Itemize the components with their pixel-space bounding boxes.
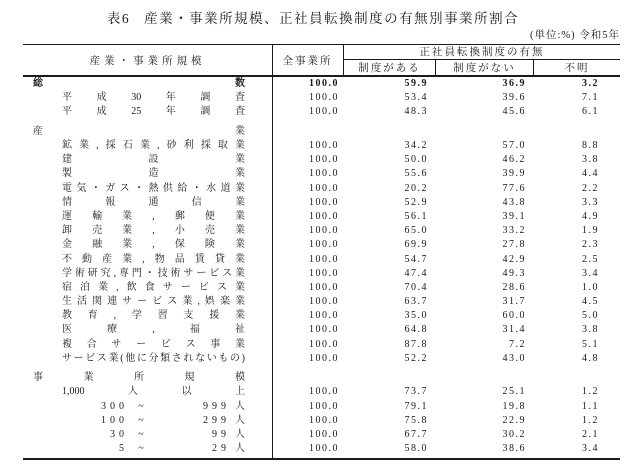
table-row bbox=[23, 267, 620, 281]
row-label-cell bbox=[23, 153, 272, 167]
cell-all-establishments: 100.0 bbox=[309, 338, 339, 350]
unit-note: (単位:%) 令和5年 bbox=[529, 30, 620, 41]
cell-has-system: 87.8 bbox=[404, 338, 428, 350]
cell-unknown: 4.9 bbox=[582, 210, 599, 222]
row-label-cell bbox=[23, 338, 272, 352]
cell-has-system: 54.7 bbox=[404, 253, 428, 265]
cell-has-system: 67.7 bbox=[404, 428, 428, 440]
cell-no-system: 31.4 bbox=[502, 324, 526, 336]
cell-all-establishments: 100.0 bbox=[309, 225, 339, 237]
range-tilde: ~ bbox=[138, 428, 144, 440]
row-label-cell bbox=[23, 352, 272, 366]
row-label: 生活関連サービス業,娯楽業 bbox=[62, 296, 245, 308]
cell-no-system: 60.0 bbox=[502, 310, 526, 322]
cell-has-system: 73.7 bbox=[404, 386, 428, 398]
range-suffix: 人 bbox=[235, 414, 245, 426]
row-label-cell bbox=[23, 414, 272, 428]
cell-has-system: 34.2 bbox=[404, 140, 428, 152]
row-label-cell bbox=[23, 295, 272, 309]
row-label-cell bbox=[23, 139, 272, 153]
cell-unknown: 5.1 bbox=[582, 338, 599, 350]
cell-unknown: 1.2 bbox=[582, 414, 599, 426]
cell-unknown: 2.5 bbox=[582, 253, 599, 265]
table-row bbox=[23, 182, 620, 196]
cell-has-system: 52.9 bbox=[404, 196, 428, 208]
cell-has-system: 79.1 bbox=[404, 400, 428, 412]
row-label-cell bbox=[23, 238, 272, 252]
cell-no-system: 25.1 bbox=[502, 386, 526, 398]
cell-no-system: 42.9 bbox=[502, 253, 526, 265]
cell-no-system: 19.8 bbox=[502, 400, 526, 412]
header-no-system: 制度がない bbox=[435, 60, 533, 75]
row-label-cell bbox=[23, 385, 272, 399]
row-label-cell bbox=[23, 196, 272, 210]
table-row bbox=[23, 167, 620, 181]
table-row bbox=[23, 252, 620, 266]
cell-has-system: 50.0 bbox=[404, 154, 428, 166]
table-row bbox=[23, 428, 620, 442]
cell-unknown: 4.5 bbox=[582, 296, 599, 308]
header-category: 産業・事業所規模 bbox=[89, 55, 206, 67]
table-row bbox=[23, 442, 620, 456]
table-row bbox=[23, 281, 620, 295]
cell-all-establishments: 100.0 bbox=[309, 414, 339, 426]
table-row bbox=[23, 105, 620, 119]
row-label: 運輸業,郵便業 bbox=[62, 210, 245, 222]
row-label: 医療,福祉 bbox=[62, 324, 245, 336]
row-label: 事業所規模 bbox=[33, 372, 245, 384]
row-label: 宿泊業,飲食サービス業 bbox=[62, 281, 245, 293]
row-label: 1,000人以上 bbox=[62, 386, 245, 398]
row-label: 複合サービス事業 bbox=[62, 338, 245, 350]
range-tilde: ~ bbox=[138, 443, 144, 455]
cell-has-system: 63.7 bbox=[404, 296, 428, 308]
cell-no-system: 39.9 bbox=[502, 168, 526, 180]
table-row bbox=[23, 385, 620, 399]
cell-all-establishments: 100.0 bbox=[309, 196, 339, 208]
cell-unknown: 1.1 bbox=[582, 400, 599, 412]
row-label-cell bbox=[23, 253, 272, 267]
table-row bbox=[23, 400, 620, 414]
row-label-cell bbox=[23, 428, 272, 442]
row-label-range bbox=[62, 400, 245, 414]
cell-all-establishments: 100.0 bbox=[309, 253, 339, 265]
cell-unknown: 1.2 bbox=[582, 386, 599, 398]
cell-has-system: 75.8 bbox=[404, 414, 428, 426]
cell-no-system: 43.0 bbox=[502, 352, 526, 364]
cell-no-system: 30.2 bbox=[502, 428, 526, 440]
range-from: 300 bbox=[101, 400, 128, 412]
cell-all-establishments: 100.0 bbox=[309, 352, 339, 364]
table-row bbox=[23, 309, 620, 323]
row-label-cell bbox=[23, 105, 272, 119]
cell-all-establishments: 100.0 bbox=[309, 92, 339, 104]
row-label-cell bbox=[23, 77, 272, 91]
header-has-system: 制度がある bbox=[343, 60, 435, 75]
table-row bbox=[23, 352, 620, 366]
cell-unknown: 3.8 bbox=[582, 154, 599, 166]
range-to: 99 bbox=[212, 428, 230, 440]
cell-all-establishments: 100.0 bbox=[309, 386, 339, 398]
row-label: 建設業 bbox=[62, 154, 245, 166]
row-label-cell bbox=[23, 182, 272, 196]
row-label: 学術研究,専門・技術サービス業 bbox=[62, 267, 245, 279]
cell-all-establishments: 100.0 bbox=[309, 281, 339, 293]
cell-has-system: 58.0 bbox=[404, 443, 428, 455]
statistics-table bbox=[23, 44, 620, 460]
cell-unknown: 3.8 bbox=[582, 324, 599, 336]
cell-has-system: 56.1 bbox=[404, 210, 428, 222]
cell-all-establishments: 100.0 bbox=[309, 310, 339, 322]
cell-all-establishments: 100.0 bbox=[309, 239, 339, 251]
cell-no-system: 36.9 bbox=[502, 78, 526, 90]
row-label: 不動産業,物品賃貸業 bbox=[62, 253, 245, 265]
cell-unknown: 4.8 bbox=[582, 352, 599, 364]
range-from: 5 bbox=[119, 443, 128, 455]
cell-has-system: 48.3 bbox=[404, 106, 428, 118]
cell-all-establishments: 100.0 bbox=[309, 168, 339, 180]
row-label: 教育,学習支援業 bbox=[62, 310, 245, 322]
cell-unknown: 1.0 bbox=[582, 281, 599, 293]
row-label-cell bbox=[23, 371, 272, 385]
cell-unknown: 5.0 bbox=[582, 310, 599, 322]
header-subcolumns bbox=[343, 60, 620, 75]
cell-all-establishments: 100.0 bbox=[309, 324, 339, 336]
table-row bbox=[23, 323, 620, 337]
cell-no-system: 22.9 bbox=[502, 414, 526, 426]
range-tilde: ~ bbox=[138, 414, 144, 426]
row-label-cell bbox=[23, 323, 272, 337]
table-row bbox=[23, 196, 620, 210]
cell-all-establishments: 100.0 bbox=[309, 78, 339, 90]
row-label: 平成25年調査 bbox=[62, 106, 245, 118]
range-from: 100 bbox=[101, 414, 128, 426]
range-suffix: 人 bbox=[235, 428, 245, 440]
row-label: 情報通信業 bbox=[62, 196, 245, 208]
table-row bbox=[23, 338, 620, 352]
header-group-title: 正社員転換制度の有無 bbox=[343, 45, 620, 60]
row-label-cell bbox=[23, 442, 272, 456]
cell-all-establishments: 100.0 bbox=[309, 182, 339, 194]
row-label-range bbox=[62, 428, 245, 442]
cell-no-system: 28.6 bbox=[502, 281, 526, 293]
table-row bbox=[23, 224, 620, 238]
row-label: 卸売業,小売業 bbox=[62, 225, 245, 237]
cell-unknown: 3.2 bbox=[582, 78, 599, 90]
cell-all-establishments: 100.0 bbox=[309, 296, 339, 308]
header-all-establishments: 全事業所 bbox=[282, 55, 333, 67]
cell-no-system: 38.6 bbox=[502, 443, 526, 455]
cell-no-system: 49.3 bbox=[502, 267, 526, 279]
range-to: 29 bbox=[212, 443, 230, 455]
row-label-cell bbox=[23, 267, 272, 281]
cell-no-system: 46.2 bbox=[502, 154, 526, 166]
table-row bbox=[23, 139, 620, 153]
cell-has-system: 59.9 bbox=[404, 78, 428, 90]
cell-no-system: 39.6 bbox=[502, 92, 526, 104]
cell-all-establishments: 100.0 bbox=[309, 428, 339, 440]
row-label-range bbox=[62, 442, 245, 456]
cell-no-system: 39.1 bbox=[502, 210, 526, 222]
cell-all-establishments: 100.0 bbox=[309, 140, 339, 152]
table-number: 表6 bbox=[106, 11, 131, 26]
header-unknown: 不明 bbox=[533, 60, 620, 75]
row-label-range bbox=[62, 414, 245, 428]
table-row bbox=[23, 153, 620, 167]
cell-unknown: 2.1 bbox=[582, 428, 599, 440]
cell-all-establishments: 100.0 bbox=[309, 106, 339, 118]
cell-unknown: 3.3 bbox=[582, 196, 599, 208]
row-label-cell bbox=[23, 125, 272, 139]
row-label: 平成30年調査 bbox=[62, 92, 245, 104]
cell-all-establishments: 100.0 bbox=[309, 210, 339, 222]
cell-has-system: 64.8 bbox=[404, 324, 428, 336]
section-row bbox=[23, 125, 620, 139]
cell-has-system: 70.4 bbox=[404, 281, 428, 293]
range-from: 30 bbox=[110, 428, 128, 440]
row-label: 産業 bbox=[33, 125, 245, 137]
cell-unknown: 2.2 bbox=[582, 182, 599, 194]
cell-no-system: 33.2 bbox=[502, 225, 526, 237]
row-label-cell bbox=[23, 224, 272, 238]
cell-unknown: 8.8 bbox=[582, 140, 599, 152]
cell-has-system: 52.2 bbox=[404, 352, 428, 364]
cell-unknown: 2.3 bbox=[582, 239, 599, 251]
cell-unknown: 3.4 bbox=[582, 267, 599, 279]
range-tilde: ~ bbox=[138, 400, 144, 412]
range-to: 299 bbox=[203, 414, 230, 426]
cell-no-system: 77.6 bbox=[502, 182, 526, 194]
cell-has-system: 53.4 bbox=[404, 92, 428, 104]
cell-has-system: 69.9 bbox=[404, 239, 428, 251]
cell-no-system: 43.8 bbox=[502, 196, 526, 208]
table-title bbox=[0, 7, 626, 27]
table-row bbox=[23, 77, 620, 91]
table-row bbox=[23, 414, 620, 428]
table-body bbox=[23, 77, 620, 456]
row-label: 金融業,保険業 bbox=[62, 239, 245, 251]
row-label-cell bbox=[23, 167, 272, 181]
table-row bbox=[23, 295, 620, 309]
row-label-cell bbox=[23, 400, 272, 414]
cell-all-establishments: 100.0 bbox=[309, 267, 339, 279]
cell-has-system: 65.0 bbox=[404, 225, 428, 237]
row-label-cell bbox=[23, 210, 272, 224]
table-header bbox=[23, 45, 620, 77]
row-label-cell bbox=[23, 281, 272, 295]
cell-no-system: 45.6 bbox=[502, 106, 526, 118]
cell-all-establishments: 100.0 bbox=[309, 154, 339, 166]
table-row bbox=[23, 210, 620, 224]
cell-has-system: 55.6 bbox=[404, 168, 428, 180]
section-row bbox=[23, 371, 620, 385]
row-label: サービス業(他に分類されないもの) bbox=[62, 352, 245, 364]
cell-has-system: 20.2 bbox=[404, 182, 428, 194]
cell-no-system: 31.7 bbox=[502, 296, 526, 308]
table-row bbox=[23, 238, 620, 252]
row-label: 鉱業,採石業,砂利採取業 bbox=[62, 140, 245, 152]
table-title-text: 産業・事業所規模、正社員転換制度の有無別事業所割合 bbox=[144, 11, 520, 26]
table-row bbox=[23, 91, 620, 105]
cell-no-system: 27.8 bbox=[502, 239, 526, 251]
cell-all-establishments: 100.0 bbox=[309, 443, 339, 455]
cell-unknown: 6.1 bbox=[582, 106, 599, 118]
row-label: 電気・ガス・熱供給・水道業 bbox=[62, 182, 245, 194]
row-label-cell bbox=[23, 309, 272, 323]
row-label-cell bbox=[23, 91, 272, 105]
cell-unknown: 4.4 bbox=[582, 168, 599, 180]
cell-has-system: 47.4 bbox=[404, 267, 428, 279]
cell-unknown: 3.4 bbox=[582, 443, 599, 455]
range-suffix: 人 bbox=[235, 443, 245, 455]
cell-all-establishments: 100.0 bbox=[309, 400, 339, 412]
row-label: 製造業 bbox=[62, 168, 245, 180]
range-to: 999 bbox=[203, 400, 230, 412]
row-label: 総数 bbox=[33, 78, 245, 90]
header-group bbox=[343, 45, 620, 75]
cell-unknown: 1.9 bbox=[582, 225, 599, 237]
cell-no-system: 57.0 bbox=[502, 140, 526, 152]
range-suffix: 人 bbox=[235, 400, 245, 412]
cell-unknown: 7.1 bbox=[582, 92, 599, 104]
cell-no-system: 7.2 bbox=[509, 338, 526, 350]
cell-has-system: 35.0 bbox=[404, 310, 428, 322]
